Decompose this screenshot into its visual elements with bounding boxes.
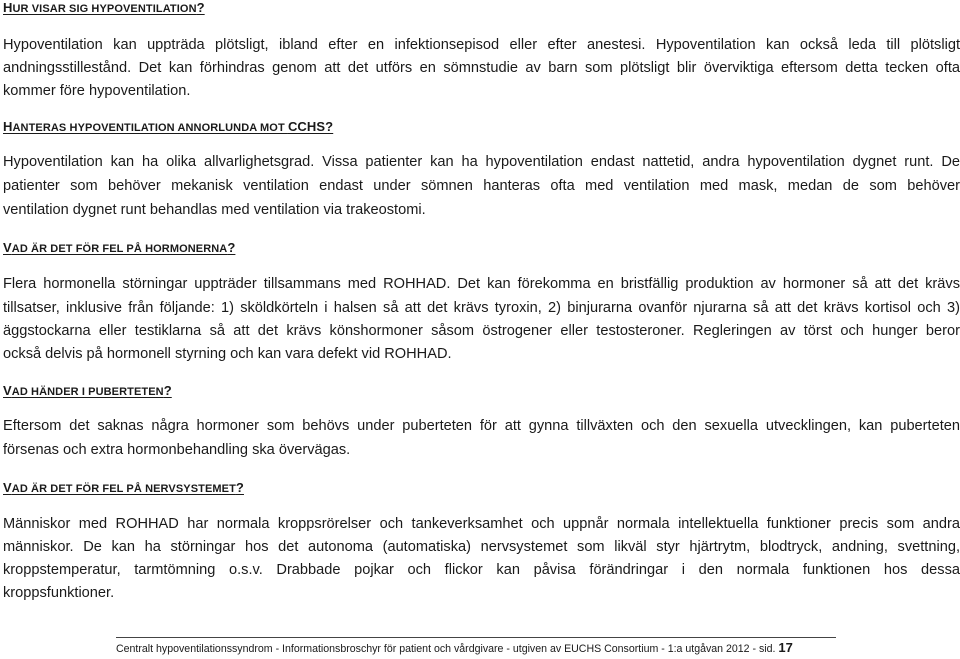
paragraph-line: Eftersom det saknas några hormoner som behövs under puberteten för att gynna tillväxten och den sexuella utvecklingen, kan puberteten xyxy=(3,418,960,434)
footer-text: Centralt hypoventilationssyndrom - Informationsbroschyr för patient och vårdgivare - utgiven av EUCHS Consortium - 1:a utgåvan 2012 - sid. xyxy=(116,643,779,655)
paragraph-line: ventilation dygnet runt behandlas med ventilation via trakeostomi. xyxy=(3,202,426,218)
paragraph-line: tillsatser, inklusive från följande: 1) sköldkörteln i halsen så att det krävs tyroxin, 2) binjurarna ovanför njurarna så att det krävs kortisol och 3) xyxy=(3,300,960,316)
footer-divider xyxy=(116,637,836,638)
paragraph-line: Flera hormonella störningar uppträder tillsammans med ROHHAD. Det kan förekomma en bristfällig produktion av hormoner så att det krävs xyxy=(3,276,960,292)
section-heading-hypoventilation: HUR VISAR SIG HYPOVENTILATION? xyxy=(3,0,205,15)
paragraph-line: Hypoventilation kan uppträda plötsligt, ibland efter en infektionsepisod eller efter anestesi. Hypoventilation kan också leda till plötsligt xyxy=(3,37,960,53)
paragraph-line: Människor med ROHHAD har normala kroppsrörelser och tankeverksamhet och uppnår normala intellektuella funktioner precis som andra xyxy=(3,516,960,532)
paragraph-line: Hypoventilation kan ha olika allvarlighetsgrad. Vissa patienter kan ha hypoventilation endast nattetid, andra hypoventilation dygnet runt. De xyxy=(3,154,960,170)
page-number: 17 xyxy=(778,640,793,655)
page-footer xyxy=(116,640,836,655)
section-heading-cchs: HANTERAS HYPOVENTILATION ANNORLUNDA MOT CCHS? xyxy=(3,119,334,134)
paragraph-line: också delvis på hormonell styrning och kan vara defekt vid ROHHAD. xyxy=(3,346,452,362)
section-heading-hormones: VAD ÄR DET FÖR FEL PÅ HORMONERNA? xyxy=(3,240,236,255)
paragraph-line: patienter som behöver mekanisk ventilation endast under sömnen hanteras ofta med ventilation med mask, medan de som behöver xyxy=(3,178,960,194)
paragraph-line: kommer före hypoventilation. xyxy=(3,83,191,99)
paragraph-line: kroppsfunktioner. xyxy=(3,585,115,601)
section-heading-nervous-system: VAD ÄR DET FÖR FEL PÅ NERVSYSTEMET? xyxy=(3,480,244,495)
paragraph-line: människor. De kan ha störningar hos det autonoma (automatiska) nervsystemet som likväl styr hjärtrytm, blodtryck, andning, svettning, xyxy=(3,539,960,555)
paragraph-line: kroppstemperatur, tarmtömning o.s.v. Drabbade pojkar och flickor kan påvisa förändringar i den normala funktionen hos dessa xyxy=(3,562,960,578)
paragraph-line: äggstockarna eller testiklarna så att det krävs könshormoner såsom östrogener eller testosteroner. Regleringen av törst och hunger beror xyxy=(3,323,960,339)
paragraph-line: försenas och extra hormonbehandling ska övervägas. xyxy=(3,442,351,458)
section-heading-puberty: VAD HÄNDER I PUBERTETEN? xyxy=(3,383,172,398)
paragraph-line: andningsstillestånd. Det kan förhindras genom att det utförs en sömnstudie av barn som plötsligt blir överviktiga eftersom detta tecken ofta xyxy=(3,60,960,76)
